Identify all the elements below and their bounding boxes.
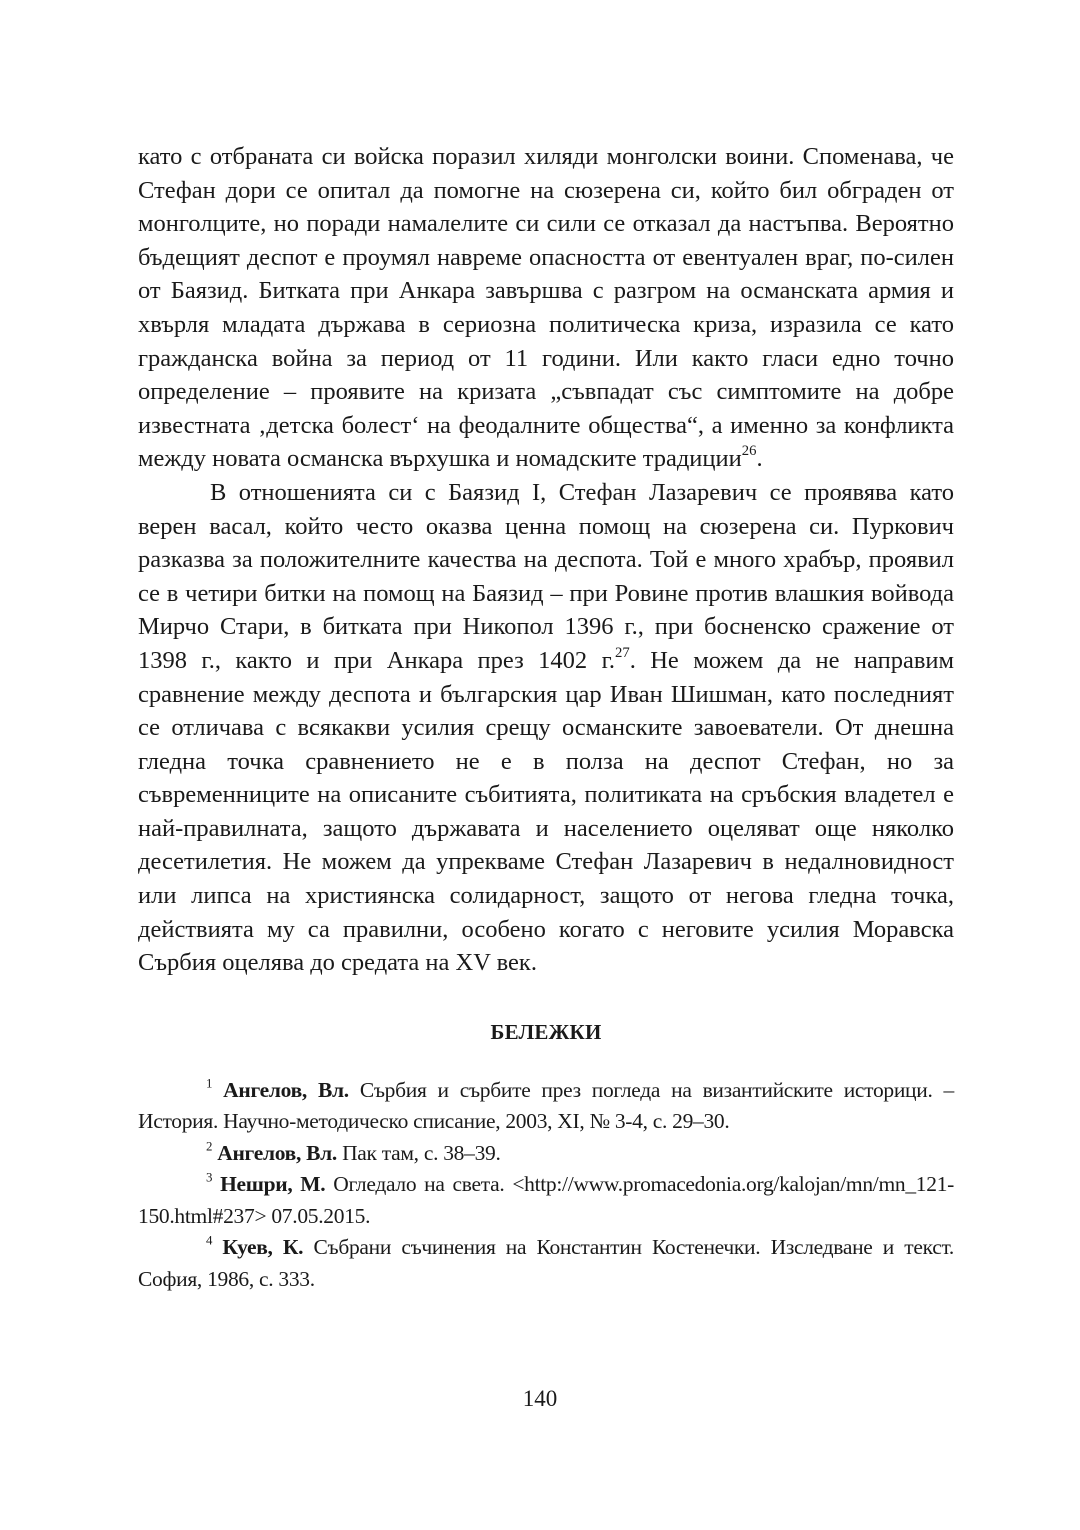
page-number: 140: [522, 1386, 558, 1411]
note-number: 4: [206, 1233, 213, 1248]
note-text: Събрани съчинения на Константин Костенечки. Изследване и текст. София, 1986, с. 333.: [138, 1235, 954, 1291]
note-text: Огледало на света. <http://www.promacedonia.org/kalojan/mn/mn_121-150.html#237> 07.05.2015.: [138, 1172, 954, 1228]
notes-heading: БЕЛЕЖКИ: [490, 1019, 602, 1044]
note-author: Нешри, М.: [220, 1172, 326, 1197]
footnote-ref-27: 27: [615, 644, 630, 661]
note-item: [138, 1232, 954, 1295]
note-number: 2: [206, 1139, 213, 1154]
note-item: [138, 1169, 954, 1232]
note-number: 3: [206, 1170, 213, 1185]
paragraph-1-text: като с отбраната си войска поразил хиляди монголски воини. Споменава, че Стефан дори се опитал да помогне на сюзерена си, който бил обграден от монголците, но поради намалелите си сили се отказал да настъпва. Вероятно бъдещият деспот е проумял навреме опасността от евентуален враг, по-силен от Баязид. Битката при Анкара завършва с разгром на османската армия и хвърля младата държава в сериозна политическа криза, изразила се като гражданска война за период от 11 години. Или както гласи едно точно определение – проявите на кризата „съвпадат със симптомите на добре известната ‚детска болест‘ на феодалните общества“, а именно за конфликта между новата османска върхушка и номадските традиции: [138, 143, 954, 473]
note-item: [138, 1075, 954, 1138]
note-text: Сърбия и сърбите през погледа на византийските историци. – История. Научно-методическо списание, 2003, XI, № 3-4, с. 29–30.: [138, 1077, 954, 1134]
paragraph-2-text-b: . Не можем да не направим сравнение между деспота и българския цар Иван Шишман, като последният се отличава с всякакви усилия срещу османските завоеватели. От днешна гледна точка сравнението не е в полза на деспот Стефан, но за съвременниците на описаните събитията, политиката на сръбския владетел е най-правилната, защото държавата и населението оцеляват още няколко десетилетия. Не можем да упрекваме Стефан Лазаревич в недалновидност или липса на християнска солидарност, защото от негова гледна точка, действията му са правилни, особено когато с неговите усилия Моравска Сърбия оцелява до средата на XV век.: [138, 646, 954, 977]
main-text: [138, 140, 954, 980]
note-text: Пак там, с. 38–39.: [337, 1140, 501, 1165]
paragraph-2-text-a: В отношенията си с Баязид I, Стефан Лазаревич се проявява като верен васал, който често оказва ценна помощ на сюзерена си. Пуркович разказва за положителните качества на деспота. Той е много храбър, проявил се в четири битки на помощ на Баязид – при Ровине против влашкия войвода Мирчо Стари, в битката при Никопол 1396 г., при босненско сражение от 1398 г., както и при Анкара през 1402 г.: [138, 478, 954, 674]
note-author: Ангелов, Вл.: [217, 1140, 337, 1165]
note-author: Ангелов, Вл.: [223, 1077, 349, 1102]
notes-list: [138, 1075, 954, 1296]
note-number: 1: [206, 1076, 213, 1091]
paragraph-2: [138, 476, 954, 980]
footnote-ref-26: 26: [741, 443, 757, 460]
page-content: [138, 140, 954, 1295]
note-item: [138, 1138, 954, 1170]
note-author: Куев, К.: [222, 1235, 304, 1260]
paragraph-1-end: .: [756, 445, 763, 473]
paragraph-1: [138, 140, 954, 476]
